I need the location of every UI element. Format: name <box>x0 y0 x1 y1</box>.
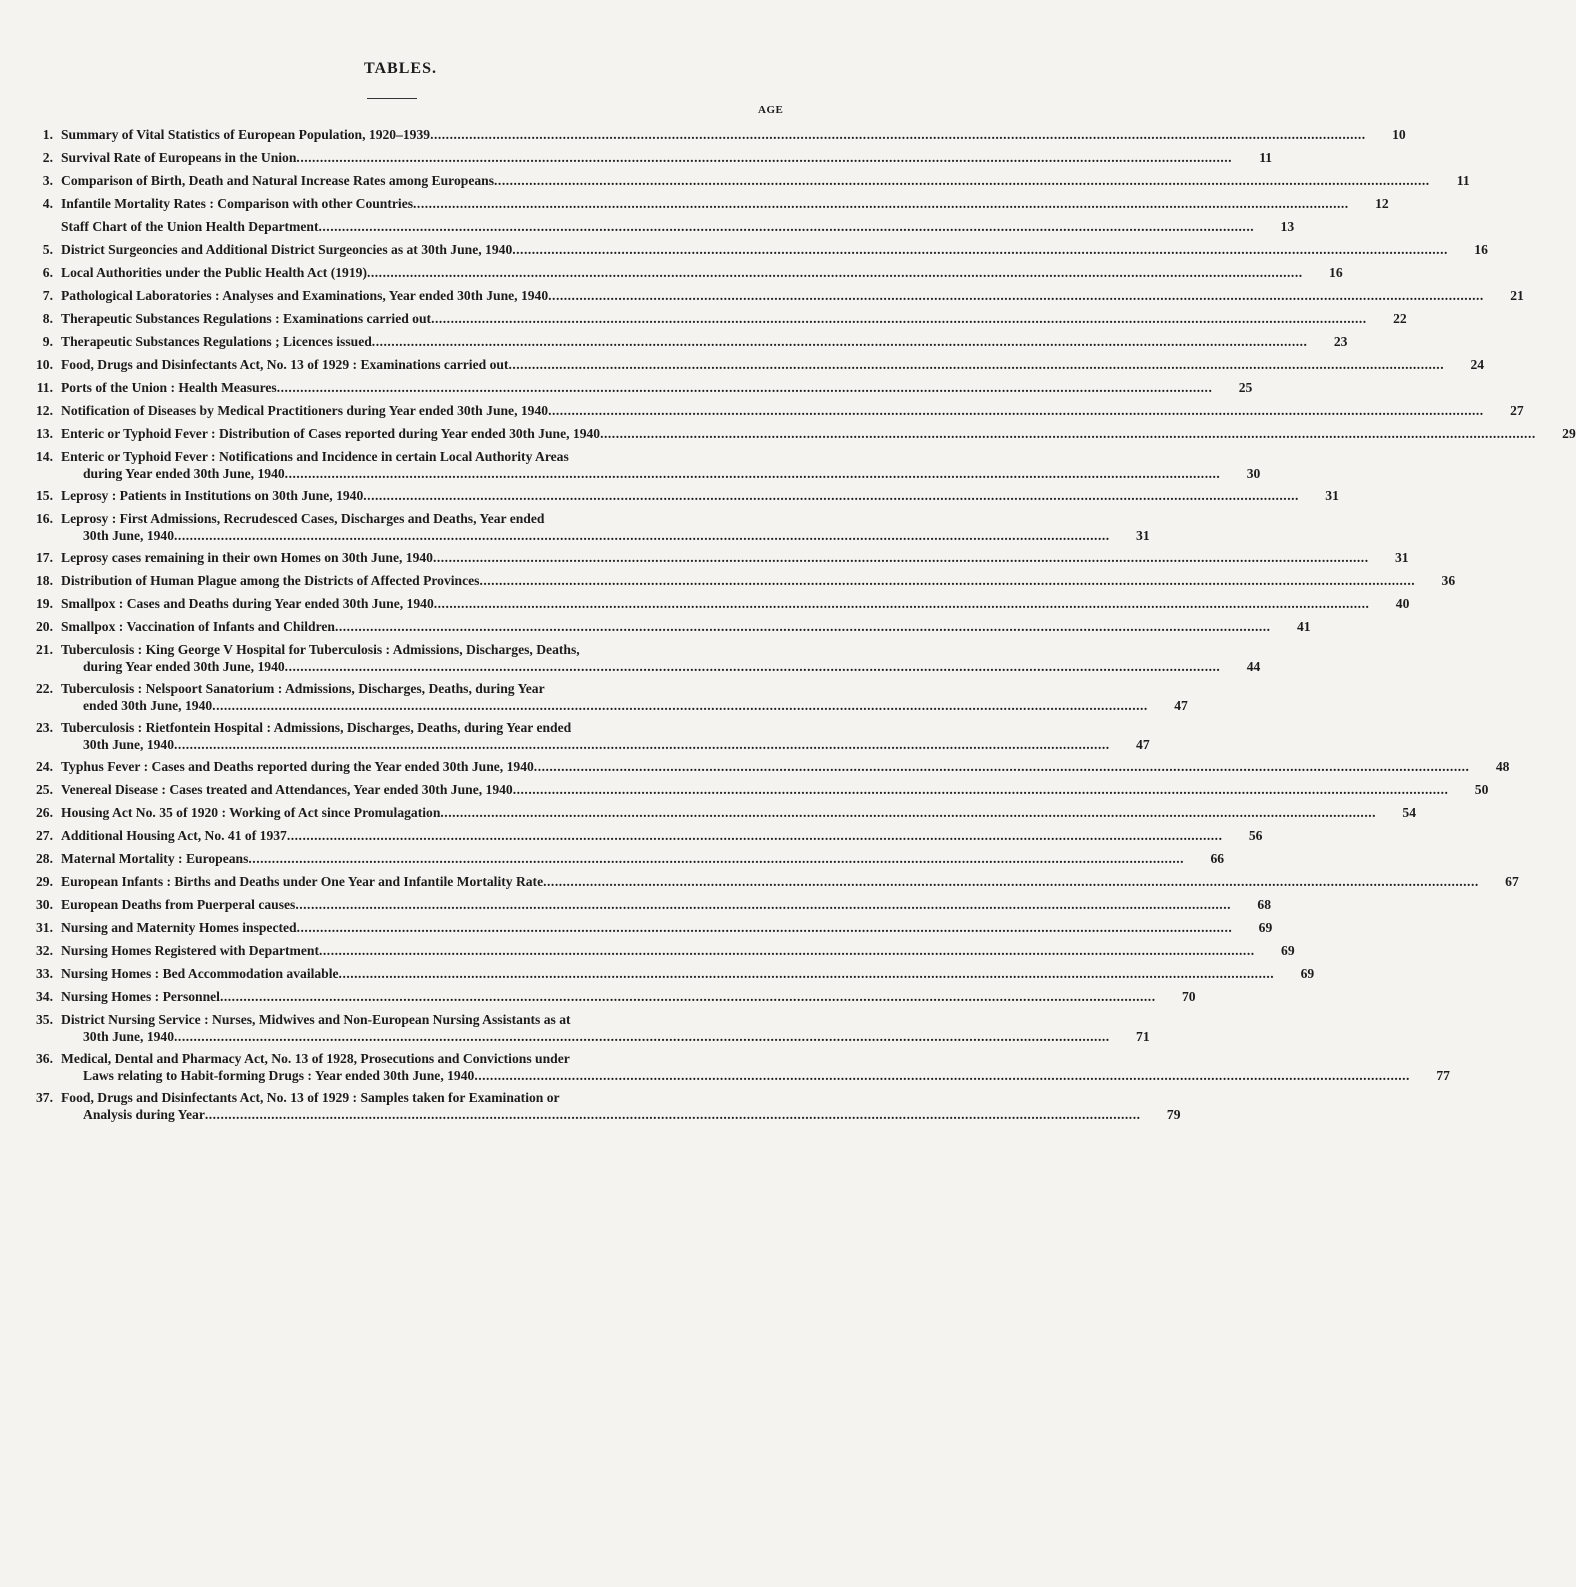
toc-entry <box>28 310 1407 327</box>
dot-leader <box>296 149 1232 166</box>
entry-title-line: 30th June, 1940 <box>83 528 175 543</box>
entry-page-number: 21 <box>1510 288 1524 303</box>
entry-page-number: 44 <box>1246 659 1261 674</box>
entry-number: 22. <box>36 681 53 696</box>
toc-entry <box>28 425 1576 442</box>
toc-entry <box>28 781 1489 798</box>
entry-page-number: 41 <box>1296 619 1311 634</box>
entry-title-line: Nursing Homes : Personnel <box>61 989 220 1004</box>
entry-number: 29. <box>36 874 53 889</box>
entry-title-line: Maternal Mortality : Europeans <box>61 851 249 866</box>
dot-leader <box>431 310 1367 327</box>
dot-leader <box>212 697 1148 714</box>
page-column-header: AGE <box>758 104 784 116</box>
entry-number: 3. <box>42 173 53 188</box>
entry-number: 11. <box>36 380 53 395</box>
dot-leader <box>367 264 1303 281</box>
entry-title-line: Food, Drugs and Disinfectants Act, No. 13 of 1929 : Examinations carried out <box>61 357 509 372</box>
tables-list <box>28 126 1576 1128</box>
entry-title-line: District Nursing Service : Nurses, Midwives and Non-European Nursing Assistants as at <box>61 1012 571 1027</box>
toc-entry <box>28 827 1263 844</box>
dot-leader <box>479 572 1415 589</box>
toc-entry <box>28 126 1406 143</box>
toc-entry <box>28 333 1348 350</box>
entry-title-line: 30th June, 1940 <box>83 737 175 752</box>
entry-page-number: 69 <box>1258 920 1273 935</box>
dot-leader <box>372 333 1308 350</box>
entry-title-line: Notification of Diseases by Medical Practitioners during Year ended 30th June, 1940 <box>61 403 549 418</box>
entry-number: 27. <box>36 828 53 843</box>
entry-title-line: during Year ended 30th June, 1940 <box>83 466 285 481</box>
toc-entry <box>28 264 1343 281</box>
dot-leader <box>494 172 1430 189</box>
toc-entry <box>28 241 1488 258</box>
dot-leader <box>248 850 1184 867</box>
dot-leader <box>285 465 1221 482</box>
entry-page-number: 24 <box>1470 357 1485 372</box>
dot-leader <box>205 1106 1141 1123</box>
dot-leader <box>434 595 1370 612</box>
entry-title-line: Typhus Fever : Cases and Deaths reported during the Year ended 30th June, 1940 <box>61 759 534 774</box>
entry-number: 35. <box>36 1012 53 1027</box>
entry-title-line: Medical, Dental and Pharmacy Act, No. 13 of 1928, Prosecutions and Convictions under <box>61 1051 570 1066</box>
entry-page-number: 70 <box>1182 989 1196 1004</box>
entry-number: 5. <box>42 242 53 257</box>
entry-title-line: Venereal Disease : Cases treated and Attendances, Year ended 30th June, 1940 <box>61 782 513 797</box>
dot-leader <box>287 827 1223 844</box>
entry-title-line: Additional Housing Act, No. 41 of 1937 <box>61 828 287 843</box>
entry-page-number: 10 <box>1392 127 1406 142</box>
entry-page-number: 11 <box>1259 150 1273 165</box>
dot-leader <box>440 804 1376 821</box>
dot-leader <box>220 988 1156 1005</box>
toc-entry <box>28 618 1311 635</box>
entry-number: 32. <box>36 943 53 958</box>
entry-title-line: European Infants : Births and Deaths under One Year and Infantile Mortality Rate <box>61 874 544 889</box>
entry-page-number: 16 <box>1474 242 1488 257</box>
toc-entry <box>28 942 1295 959</box>
toc-entry <box>28 487 1339 504</box>
entry-title-line: Therapeutic Substances Regulations ; Licences issued <box>61 334 372 349</box>
entry-page-number: 71 <box>1136 1029 1150 1044</box>
entry-number: 34. <box>36 989 53 1004</box>
toc-entry <box>28 195 1389 212</box>
toc-entry <box>28 1011 1150 1045</box>
entry-number: 36. <box>36 1051 53 1066</box>
dot-leader <box>339 965 1275 982</box>
dot-leader <box>548 402 1484 419</box>
dot-leader <box>319 942 1255 959</box>
entry-number: 16. <box>36 511 53 526</box>
toc-entry <box>28 896 1271 913</box>
entry-title-line: Tuberculosis : Nelspoort Sanatorium : Admissions, Discharges, Deaths, during Year <box>61 681 545 696</box>
dot-leader <box>543 873 1479 890</box>
entry-number: 30. <box>36 897 53 912</box>
dot-leader <box>413 195 1349 212</box>
entry-title-line: Enteric or Typhoid Fever : Notifications and Incidence in certain Local Authority Areas <box>61 449 569 464</box>
toc-entry <box>28 572 1456 589</box>
toc-entry <box>28 448 1261 482</box>
entry-page-number: 40 <box>1395 596 1410 611</box>
entry-page-number: 31 <box>1325 488 1339 503</box>
entry-number: 9. <box>42 334 53 349</box>
entry-number: 17. <box>36 550 53 565</box>
entry-title-line: ended 30th June, 1940 <box>83 698 213 713</box>
entry-page-number: 47 <box>1174 698 1188 713</box>
toc-entry <box>28 379 1253 396</box>
title-rule <box>367 98 417 99</box>
entry-number: 19. <box>36 596 53 611</box>
entry-title-line: Nursing and Maternity Homes inspected <box>61 920 297 935</box>
entry-number: 21. <box>36 642 53 657</box>
entry-page-number: 27 <box>1510 403 1524 418</box>
entry-page-number: 68 <box>1257 897 1271 912</box>
entry-number: 2. <box>42 150 53 165</box>
dot-leader <box>508 356 1444 373</box>
toc-entry <box>28 402 1524 419</box>
dot-leader <box>433 549 1369 566</box>
dot-leader <box>174 736 1110 753</box>
entry-title-line: Tuberculosis : Rietfontein Hospital : Admissions, Discharges, Deaths, during Year ended <box>61 720 572 735</box>
dot-leader <box>534 758 1470 775</box>
dot-leader <box>285 658 1221 675</box>
toc-entry <box>28 172 1470 189</box>
toc-entry <box>28 965 1315 982</box>
dot-leader <box>513 781 1449 798</box>
toc-entry <box>28 149 1273 166</box>
entry-page-number: 16 <box>1329 265 1343 280</box>
entry-title-line: Enteric or Typhoid Fever : Distribution of Cases reported during Year ended 30th June, 1940 <box>61 426 601 441</box>
entry-number: 8. <box>42 311 53 326</box>
entry-number: 6. <box>42 265 53 280</box>
entry-number: 31. <box>36 920 53 935</box>
entry-page-number: 69 <box>1281 943 1295 958</box>
entry-title-line: Analysis during Year <box>83 1107 205 1122</box>
dot-leader <box>512 241 1448 258</box>
entry-number: 15. <box>36 488 53 503</box>
entry-title-line: Laws relating to Habit-forming Drugs : Year ended 30th June, 1940 <box>83 1068 475 1083</box>
dot-leader <box>277 379 1213 396</box>
entry-number: 10. <box>36 357 53 372</box>
entry-title-line: Tuberculosis : King George V Hospital for Tuberculosis : Admissions, Discharges, Deaths, <box>61 642 580 657</box>
toc-entry <box>28 356 1485 373</box>
entry-number: 13. <box>36 426 53 441</box>
entry-page-number: 11 <box>1456 173 1470 188</box>
dot-leader <box>319 218 1255 235</box>
entry-number: 23. <box>36 720 53 735</box>
toc-entry <box>28 804 1417 821</box>
entry-number: 26. <box>36 805 53 820</box>
toc-entry <box>28 919 1273 936</box>
entry-page-number: 77 <box>1436 1068 1450 1083</box>
entry-page-number: 48 <box>1495 759 1510 774</box>
entry-title-line: Leprosy : First Admissions, Recrudesced Cases, Discharges and Deaths, Year ended <box>61 511 545 526</box>
entry-title-line: Comparison of Birth, Death and Natural Increase Rates among Europeans <box>61 173 495 188</box>
entry-title-line: Staff Chart of the Union Health Department <box>61 219 319 234</box>
toc-entry <box>28 595 1410 612</box>
entry-page-number: 66 <box>1210 851 1225 866</box>
entry-title-line: Ports of the Union : Health Measures <box>61 380 277 395</box>
entry-page-number: 12 <box>1375 196 1389 211</box>
entry-number: 20. <box>36 619 53 634</box>
entry-title-line: Distribution of Human Plague among the Districts of Affected Provinces <box>61 573 480 588</box>
entry-title-line: Smallpox : Vaccination of Infants and Children <box>61 619 335 634</box>
entry-page-number: 25 <box>1238 380 1253 395</box>
toc-entry <box>28 680 1188 714</box>
toc-entry <box>28 510 1150 544</box>
toc-entry <box>28 988 1196 1005</box>
entry-number: 25. <box>36 782 53 797</box>
entry-page-number: 13 <box>1280 219 1295 234</box>
entry-page-number: 67 <box>1505 874 1519 889</box>
entry-title-line: European Deaths from Puerperal causes <box>61 897 296 912</box>
dot-leader <box>174 527 1110 544</box>
dot-leader <box>548 287 1484 304</box>
entry-title-line: District Surgeoncies and Additional District Surgeoncies as at 30th June, 1940 <box>61 242 513 257</box>
entry-title-line: Housing Act No. 35 of 1920 : Working of Act since Promulagation <box>61 805 441 820</box>
entry-number: 28. <box>36 851 53 866</box>
entry-title-line: Therapeutic Substances Regulations : Examinations carried out <box>61 311 432 326</box>
dot-leader <box>297 919 1233 936</box>
entry-number: 7. <box>42 288 53 303</box>
entry-page-number: 22 <box>1393 311 1407 326</box>
toc-entry <box>28 873 1519 890</box>
entry-title-line: during Year ended 30th June, 1940 <box>83 659 285 674</box>
toc-entry <box>28 1089 1181 1123</box>
entry-number: 4. <box>42 196 53 211</box>
entry-page-number: 54 <box>1402 805 1417 820</box>
entry-title-line: Nursing Homes Registered with Department <box>61 943 319 958</box>
dot-leader <box>295 896 1231 913</box>
entry-title-line: Leprosy cases remaining in their own Homes on 30th June, 1940 <box>61 550 433 565</box>
entry-title-line: Summary of Vital Statistics of European Population, 1920–1939 <box>61 127 431 142</box>
entry-page-number: 31 <box>1395 550 1409 565</box>
entry-title-line: Infantile Mortality Rates : Comparison with other Countries <box>61 196 414 211</box>
entry-page-number: 29 <box>1562 426 1576 441</box>
toc-entry <box>28 719 1150 753</box>
entry-title-line: Survival Rate of Europeans in the Union <box>61 150 297 165</box>
dot-leader <box>600 425 1536 442</box>
entry-title-line: Local Authorities under the Public Health Act (1919) <box>61 265 367 280</box>
toc-entry <box>28 850 1225 867</box>
entry-number: 37. <box>36 1090 53 1105</box>
entry-title-line: Nursing Homes : Bed Accommodation available <box>61 966 339 981</box>
entry-title-line: Smallpox : Cases and Deaths during Year ended 30th June, 1940 <box>61 596 434 611</box>
entry-page-number: 50 <box>1474 782 1489 797</box>
entry-title-line: 30th June, 1940 <box>83 1029 175 1044</box>
entry-page-number: 69 <box>1300 966 1315 981</box>
entry-title-line: Leprosy : Patients in Institutions on 30th June, 1940 <box>61 488 364 503</box>
dot-leader <box>174 1028 1110 1045</box>
toc-entry <box>28 287 1524 304</box>
entry-page-number: 36 <box>1441 573 1456 588</box>
dot-leader <box>430 126 1366 143</box>
entry-page-number: 30 <box>1246 466 1261 481</box>
toc-entry <box>28 758 1510 775</box>
entry-page-number: 31 <box>1136 528 1150 543</box>
entry-number: 14. <box>36 449 53 464</box>
entry-number: 24. <box>36 759 53 774</box>
toc-entry <box>28 549 1409 566</box>
entry-page-number: 79 <box>1166 1107 1181 1122</box>
dot-leader <box>474 1067 1410 1084</box>
dot-leader <box>363 487 1299 504</box>
entry-number: 12. <box>36 403 53 418</box>
entry-number: 18. <box>36 573 53 588</box>
entry-page-number: 56 <box>1248 828 1263 843</box>
entry-title-line: Food, Drugs and Disinfectants Act, No. 13 of 1929 : Samples taken for Examination or <box>61 1090 560 1105</box>
toc-entry <box>28 1050 1450 1084</box>
page-title: TABLES. <box>364 60 437 77</box>
entry-page-number: 23 <box>1333 334 1348 349</box>
entry-page-number: 47 <box>1136 737 1150 752</box>
entry-number: 1. <box>42 127 53 142</box>
toc-entry <box>28 641 1261 675</box>
dot-leader <box>335 618 1271 635</box>
entry-number: 33. <box>36 966 53 981</box>
entry-title-line: Pathological Laboratories : Analyses and Examinations, Year ended 30th June, 1940 <box>61 288 549 303</box>
toc-entry <box>28 218 1295 235</box>
